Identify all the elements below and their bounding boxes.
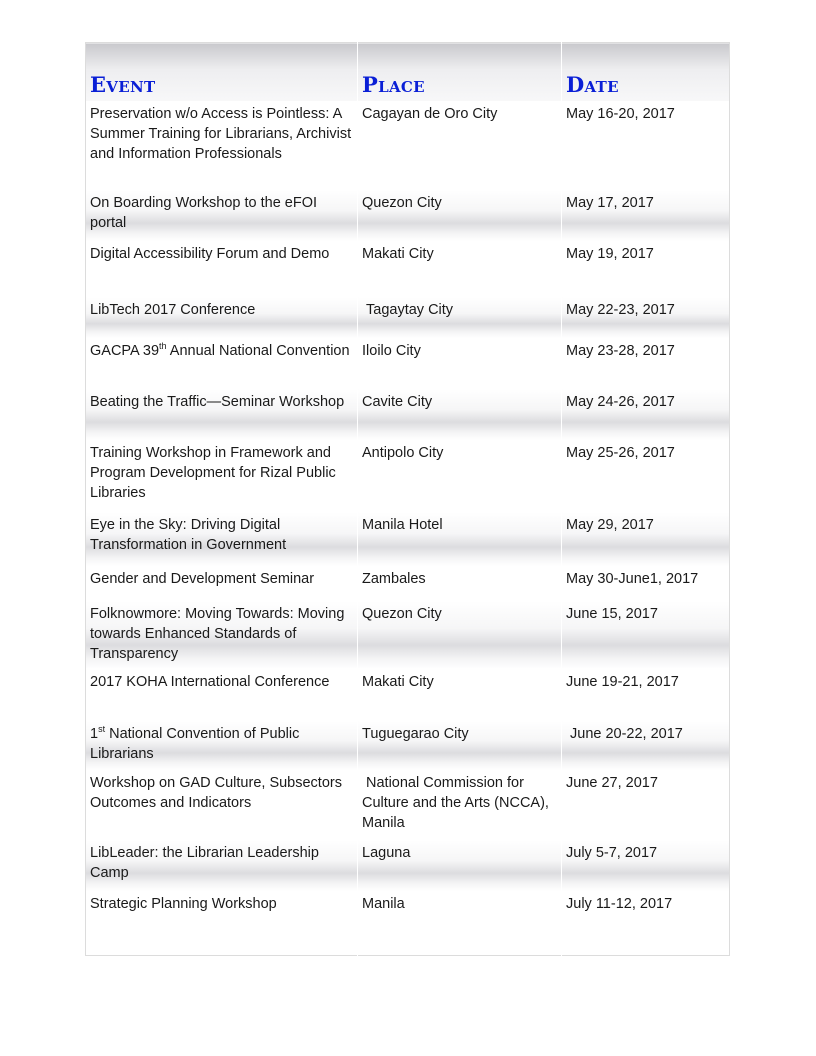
event-cell: Beating the Traffic—Seminar Workshop — [86, 389, 358, 440]
table-row — [86, 770, 730, 840]
table-row — [86, 840, 730, 891]
event-cell: Preservation w/o Access is Pointless: A Summer Training for Librarians, Archivist and Information Professionals — [86, 101, 358, 190]
date-cell: June 27, 2017 — [562, 770, 730, 840]
table-header-row — [86, 43, 730, 102]
event-cell: LibLeader: the Librarian Leadership Camp — [86, 840, 358, 891]
place-cell: Makati City — [358, 669, 562, 721]
date-cell: July 11-12, 2017 — [562, 891, 730, 955]
place-cell: Cagayan de Oro City — [358, 101, 562, 190]
date-cell: July 5-7, 2017 — [562, 840, 730, 891]
event-cell — [86, 338, 358, 389]
event-text: Annual National Convention — [166, 343, 350, 359]
place-cell: Makati City — [358, 241, 562, 297]
date-cell: May 24-26, 2017 — [562, 389, 730, 440]
header-event: Event — [86, 43, 358, 102]
table-row — [86, 512, 730, 566]
table-row — [86, 297, 730, 338]
date-cell: May 23-28, 2017 — [562, 338, 730, 389]
event-cell: Workshop on GAD Culture, Subsectors Outcomes and Indicators — [86, 770, 358, 840]
date-cell: May 30-June1, 2017 — [562, 566, 730, 601]
place-cell: Tagaytay City — [358, 297, 562, 338]
date-cell: June 20-22, 2017 — [562, 721, 730, 770]
place-cell: Zambales — [358, 566, 562, 601]
place-cell: Antipolo City — [358, 440, 562, 512]
table-row — [86, 669, 730, 721]
ordinal-suffix: st — [98, 724, 106, 735]
table-row — [86, 566, 730, 601]
event-text: 1 — [90, 726, 99, 742]
place-cell: Quezon City — [358, 190, 562, 241]
event-cell: On Boarding Workshop to the eFOI portal — [86, 190, 358, 241]
table-row — [86, 190, 730, 241]
date-cell: May 22-23, 2017 — [562, 297, 730, 338]
table-row — [86, 440, 730, 512]
date-cell: May 29, 2017 — [562, 512, 730, 566]
events-table — [85, 42, 730, 956]
table-row — [86, 241, 730, 297]
table-row — [86, 389, 730, 440]
date-cell: May 16-20, 2017 — [562, 101, 730, 190]
event-cell: Eye in the Sky: Driving Digital Transformation in Government — [86, 512, 358, 566]
event-cell: LibTech 2017 Conference — [86, 297, 358, 338]
header-place: Place — [358, 43, 562, 102]
place-cell: Manila Hotel — [358, 512, 562, 566]
header-date: Date — [562, 43, 730, 102]
place-cell: Cavite City — [358, 389, 562, 440]
event-cell — [86, 721, 358, 770]
event-text: GACPA 39 — [90, 343, 160, 359]
date-cell: June 15, 2017 — [562, 601, 730, 669]
place-cell: National Commission for Culture and the Arts (NCCA), Manila — [358, 770, 562, 840]
event-cell: Digital Accessibility Forum and Demo — [86, 241, 358, 297]
ordinal-suffix: th — [159, 341, 167, 352]
place-cell: Iloilo City — [358, 338, 562, 389]
table-row — [86, 891, 730, 955]
table-row — [86, 721, 730, 770]
date-cell: May 17, 2017 — [562, 190, 730, 241]
event-cell: 2017 KOHA International Conference — [86, 669, 358, 721]
date-cell: June 19-21, 2017 — [562, 669, 730, 721]
table-row — [86, 338, 730, 389]
event-cell: Strategic Planning Workshop — [86, 891, 358, 955]
event-text: National Convention of Public Librarians — [90, 726, 300, 762]
event-cell: Training Workshop in Framework and Program Development for Rizal Public Libraries — [86, 440, 358, 512]
event-cell: Folknowmore: Moving Towards: Moving towards Enhanced Standards of Transparency — [86, 601, 358, 669]
date-cell: May 25-26, 2017 — [562, 440, 730, 512]
place-cell: Tuguegarao City — [358, 721, 562, 770]
date-cell: May 19, 2017 — [562, 241, 730, 297]
table-row — [86, 101, 730, 190]
place-cell: Quezon City — [358, 601, 562, 669]
place-cell: Laguna — [358, 840, 562, 891]
table-row — [86, 601, 730, 669]
event-cell: Gender and Development Seminar — [86, 566, 358, 601]
place-cell: Manila — [358, 891, 562, 955]
